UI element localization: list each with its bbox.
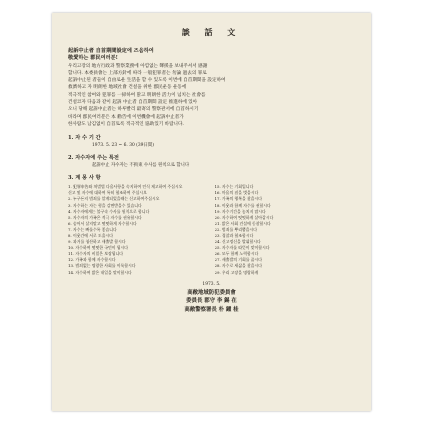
list-item: 4. 자수자에게는 불구속 수사를 원칙으로 합니다 [68,208,150,214]
list-item: 5. 자수자의 가족은 적극 자수를 권유합시다 [68,214,142,220]
list-item: 12. 가족과 함께 자수합시다 [68,257,116,263]
list-item: 6. 숨어서 살지말고 떳떳하게 자수합시다 [68,220,137,226]
sections [52,134,371,181]
list-item: 15. 자수는 기회입니다 [214,184,254,190]
signature-org: 高敞地域防犯委員會 [187,289,236,296]
intro-line: 합니다. 本委員會는 上部方針에 따라 一般犯罪者는 勿論 過去의 罪로 [68,70,207,76]
list-item: 28. 자수로 새삶을 찾읍시다 [214,263,262,269]
list-item: 27. 새출발의 기회를 줍시다 [214,257,262,263]
list-item: 25. 자수자를 따뜻이 맞이합시다 [214,245,270,251]
section-detail: 起訴中止 자수자는 不拘束 수사를 원칙으로 합니다 [92,163,190,169]
list-item: 11. 자수자의 비밀은 보장됩니다 [68,251,123,257]
intro-line: 起訴中止된 者들이 自由로운 生活을 할 수 있도록 이번에 自首期間을 設定하여 [68,78,226,84]
intro-line: 적극적인 참여와 犯罪를 一掃하여 맑고 明朗한 活力이 넘치는 社會를 [68,92,206,98]
signature-block [52,289,371,315]
list-item: 7. 자수는 빠를수록 좋습니다 [68,226,117,232]
document-sheet [52,13,371,411]
list-item: 10. 자수하여 떳떳한 국민이 됩시다 [68,245,128,251]
document-title: 談 話 文 [181,27,242,37]
intro-line: 건설코자 다음과 같이 起訴 中止者 自首期間 設定 推進하에 있아 [68,100,198,106]
list-item: 17. 가족의 행복을 찾읍시다 [214,196,262,202]
items-right-column [215,184,356,275]
section-detail: 1973. 5. 23 ~ 6. 30 (39日間) [92,143,154,149]
list-item: 8. 이웃간에 서로 도웁시다 [68,233,114,239]
list-item: 23. 경찰과 협조합시다 [214,233,254,239]
intro-line: 救濟하고 자 明朗한 地域社會 건설을 위한 郡民운동 운동에 [68,85,187,91]
signature-line-2: 高敞警察署長 朴 鍾 桂 [184,306,239,313]
intro-line: 바라며 郡民여러분은 本 勸告에 이번機會에 起訴中止者가 [68,114,184,120]
list-item: 19. 자수기간을 놓치지 맙시다 [214,208,266,214]
list-item: 18. 이웃과 함께 자수를 권합시다 [214,202,271,208]
item-columns [68,184,355,275]
intro-line: 한사람도 남김없이 自首토록 적극적인 協助있기 바랍니다. [68,121,184,127]
list-item: 14. 자수하여 밝은 내일을 맞이합시다 [68,269,132,275]
section-heading: 3. 계 몽 사 항 [68,175,101,182]
intro-line: 敬愛하는 郡民여러분! [68,55,118,62]
list-item: 21. 밝은 사회 건설에 동참합시다 [214,220,271,226]
list-item: 2. 누구든지 범죄를 알게되었을때는 신고하여주십시오 [68,196,160,202]
section-heading: 2. 자수자에 주는 특전 [68,155,119,162]
items-left-column [68,184,209,275]
list-item: 1. 犯罪申告와 처벌법 다음사항을 숙지하여 인식 제고하여 주십시오 [68,184,183,190]
list-item: 16. 마음의 짐을 벗읍시다 [214,190,259,196]
list-item: 3. 자수하는 자는 형을 감면받을수 있습니다 [68,202,142,208]
intro-line: 오니 당해 起訴中止者는 하루빨리 最寄의 警察관서에 自首하시기 [68,107,199,113]
list-item: 24. 신고정신을 발휘합시다 [214,239,261,245]
intro-line: 우리고장의 地方行政과 警察業務에 아낌없는 聲援을 보내주셔서 感謝 [68,63,208,69]
list-item: 22. 범죄를 뿌리뽑읍시다 [214,226,257,232]
list-item: 13. 범죄없는 명랑한 사회를 이룩합시다 [68,263,136,269]
intro-line: 起訴中止者 自首期間設定에 즈음하여 [68,48,154,54]
signature-line-1: 委員長 郡守 李 錫 在 [186,298,237,305]
list-item: 신고 및 자수에 대하여 특히 협조하여 주십시오 [68,190,147,196]
list-item: 9. 과거를 청산하고 새출발 합시다 [68,239,126,245]
section-heading: 1. 자 수 기 간 [68,135,101,142]
document-date: 1973. 5. [202,281,221,287]
list-item: 20. 자수하여 떳떳하게 살아갑시다 [214,214,274,220]
intro-paragraph [68,48,355,128]
list-item: 26. 모두 함께 노력합시다 [214,251,259,257]
list-item: 29. 우리 고장을 명랑하게 [214,269,259,275]
